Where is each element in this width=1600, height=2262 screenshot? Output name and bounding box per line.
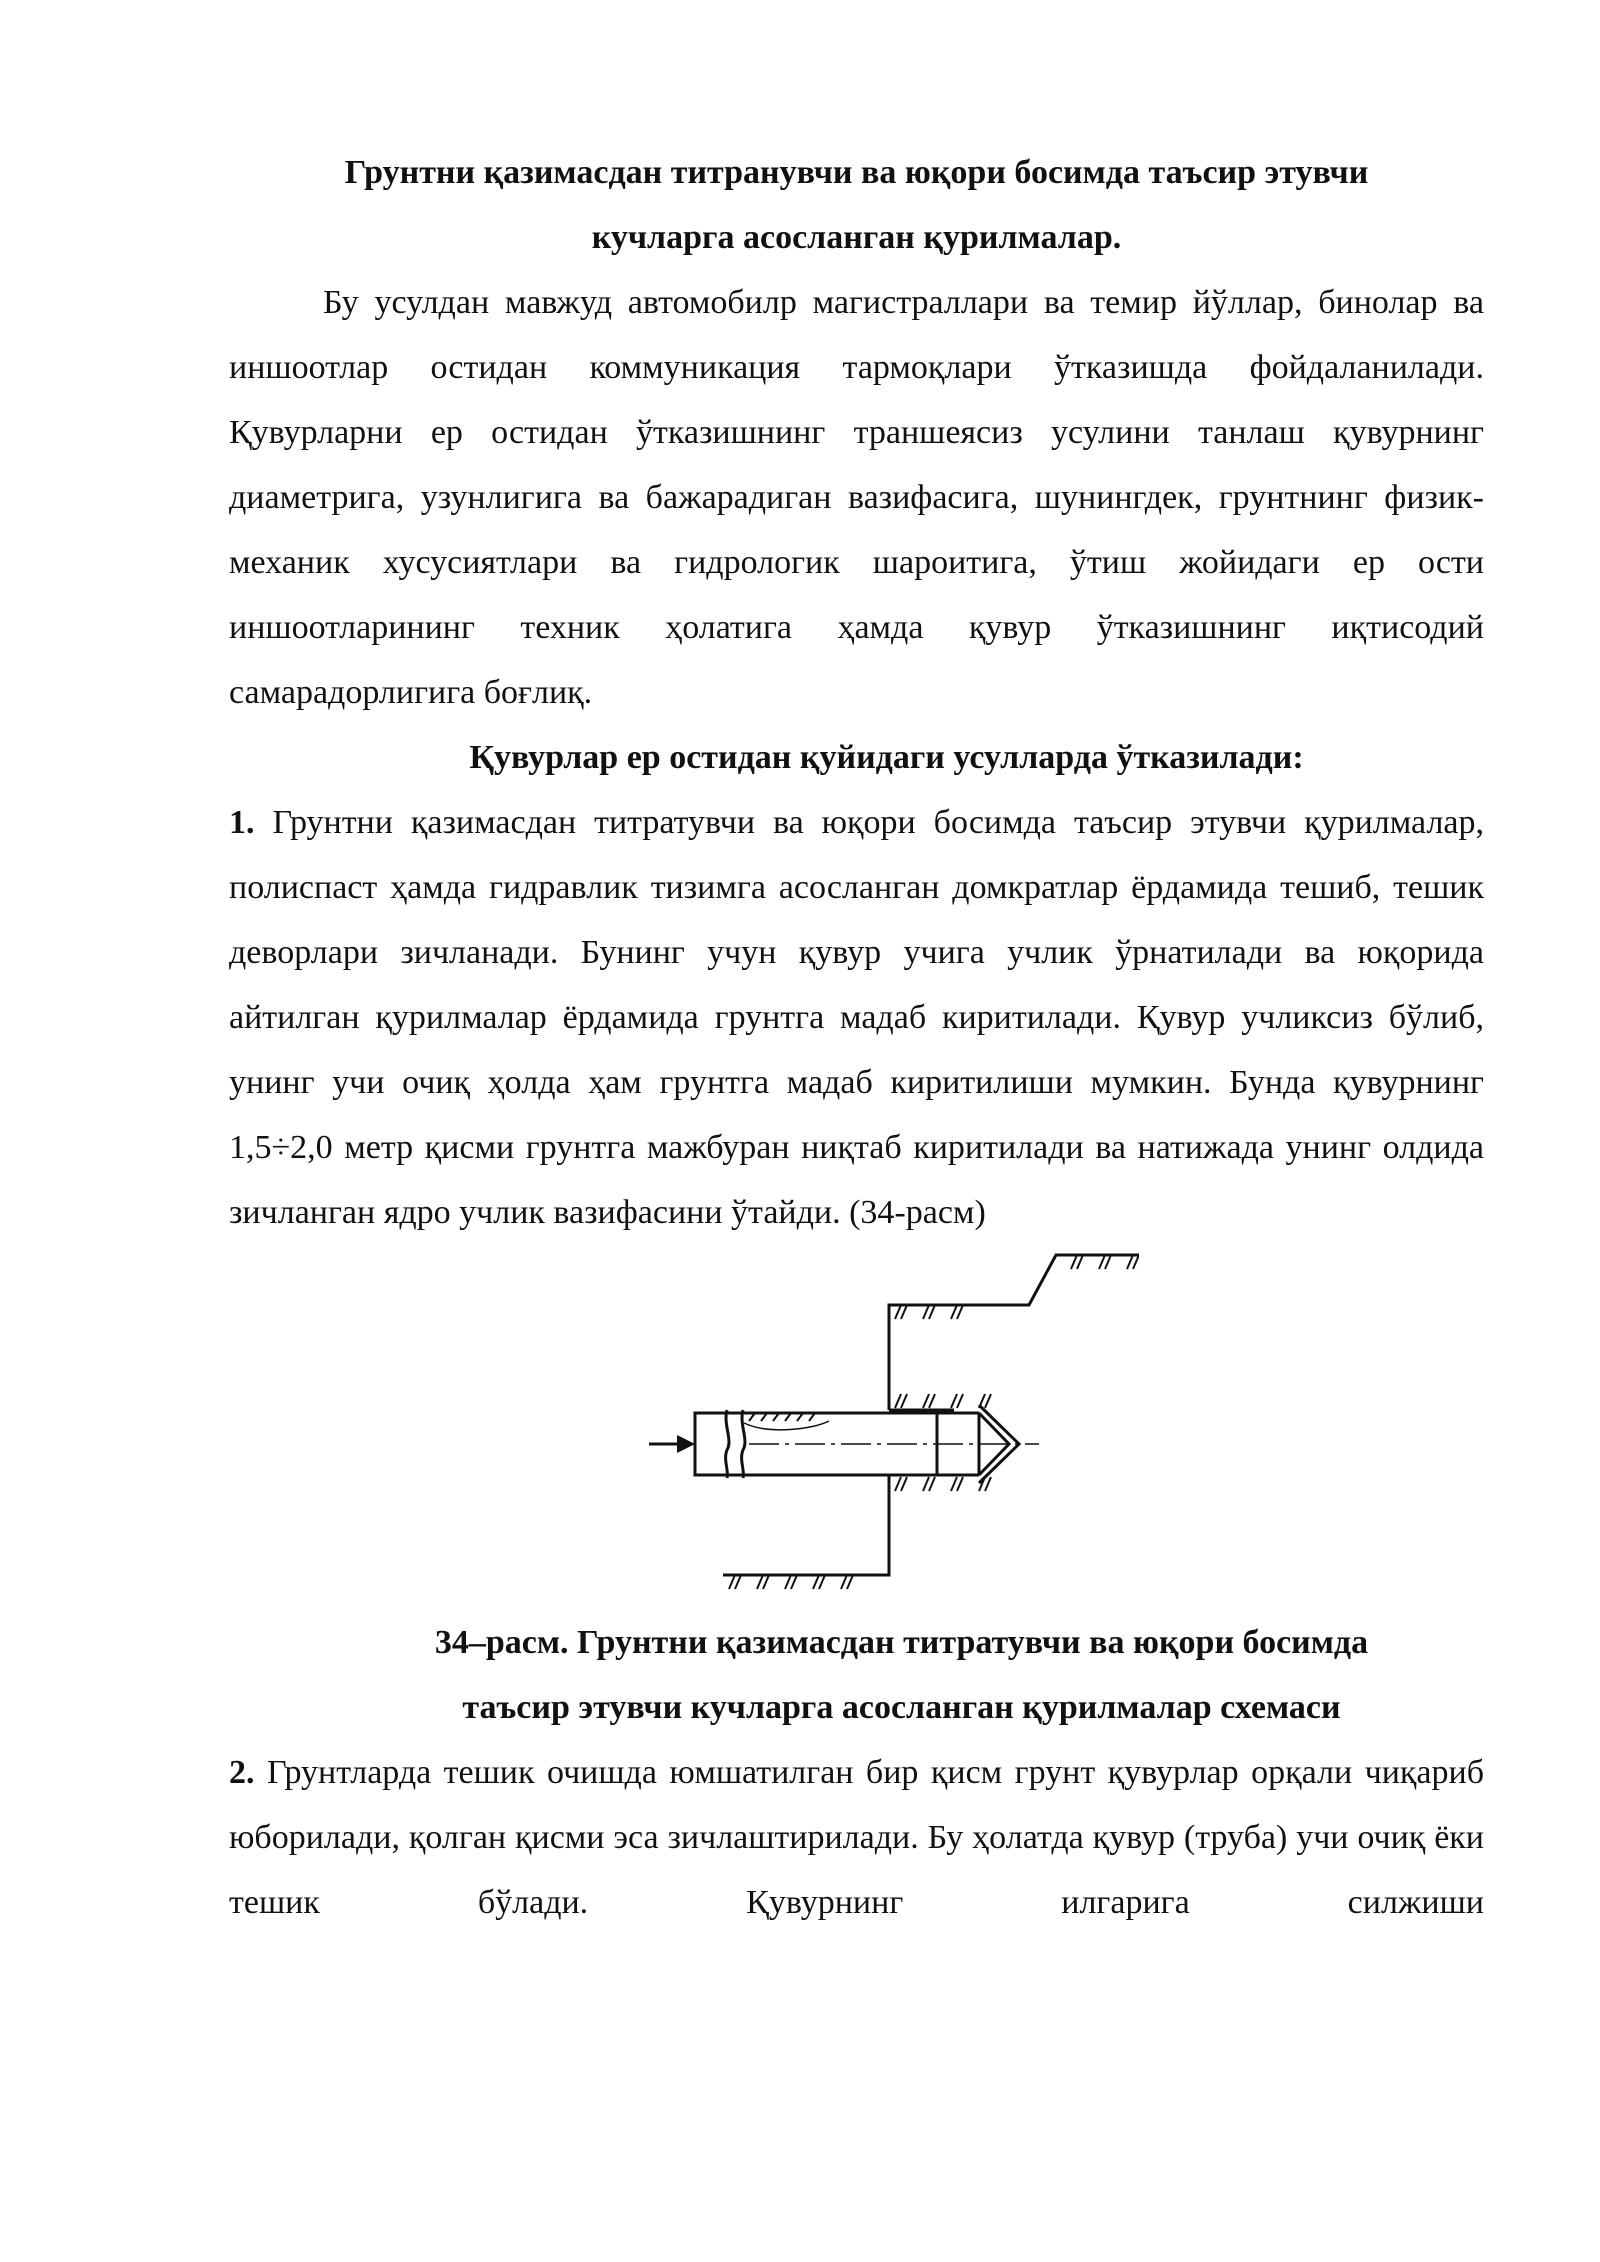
item-2-text: Грунтларда тешик очишда юмшатилган бир қисм грунт қувурлар орқали чиқариб юборилади, қолган қисми эса зичлаштирилади. Бу ҳолатда қувур (труба) учи очиқ ёки тешик бўлади. Қувурнинг илгарига силжиши	[229, 1754, 1484, 1921]
intro-paragraph: Бу усулдан мавжуд автомобилр магистраллари ва темир йўллар, бинолар ва иншоотлар остидан коммуникация тармоқлари ўтказишда фойдаланилади. Қувурларни ер остидан ўтказишнинг траншеясиз усулини танлаш қувурнинг диаметрига, узунлигига ва бажарадиган вазифасига, шунингдек, грунтнинг физик-механик хусусиятлари ва гидрологик шароитига, ўтиш жойидаги ер ости иншоотларининг техник ҳолатига ҳамда қувур ўтказишнинг иқтисодий самарадорлигига боғлиқ.	[229, 284, 1484, 711]
ground-outline-top	[889, 1255, 1063, 1410]
hatch-step	[895, 1305, 963, 1319]
item-2-paragraph	[229, 1740, 1484, 1935]
document-page	[229, 140, 1484, 1935]
section-title-line-2: кучларга асосланган қурилмалар.	[591, 219, 1122, 256]
figure-caption-line-1: 34–расм. Грунтни қазимасдан титратувчи ва юқори босимда	[434, 1624, 1369, 1661]
item-1-text: Грунтни қазимасдан титратувчи ва юқори босимда таъсир этувчи қурилмалар, полиспаст ҳамда гидравлик тизимга асосланган домкратлар ёрдамида тешиб, тешик деворлари зичланади. Бунинг учун қувур учига учлик ўрнатилади ва юқорида айтилган қурилмалар ёрдамида грунтга мадаб киритилади. Қувур учликсиз бўлиб, унинг учи очиқ ҳолда ҳам грунтга мадаб киритилиши мумкин. Бунда қувурнинг 1,5÷2,0 метр қисми грунтга мажбуран ниқтаб киритилади ва натижада унинг олдида зичланган ядро учлик вазифасини ўтайди. (34-расм)	[229, 804, 1484, 1231]
hatch-bottom	[729, 1575, 853, 1589]
item-1-number: 1.	[229, 804, 255, 841]
figure-caption-line-2: таъсир этувчи кучларга асосланган қурилмалар схемаси	[462, 1689, 1341, 1726]
hatch-top-surface	[1071, 1255, 1139, 1269]
item-1-paragraph	[229, 790, 1484, 1245]
hatch-lower-wall	[895, 1477, 991, 1491]
item-2-number: 2.	[229, 1754, 255, 1791]
pipe-jacking-diagram	[599, 1245, 1139, 1605]
figure-34	[229, 1245, 1484, 1610]
methods-subheading: Қувурлар ер остидан қуйидаги усулларда ўтказилади:	[469, 739, 1304, 776]
section-title-line-1: Грунтни қазимасдан титранувчи ва юқори босимда таъсир этувчи	[344, 154, 1369, 191]
hatch-upper-wall	[895, 1394, 991, 1408]
